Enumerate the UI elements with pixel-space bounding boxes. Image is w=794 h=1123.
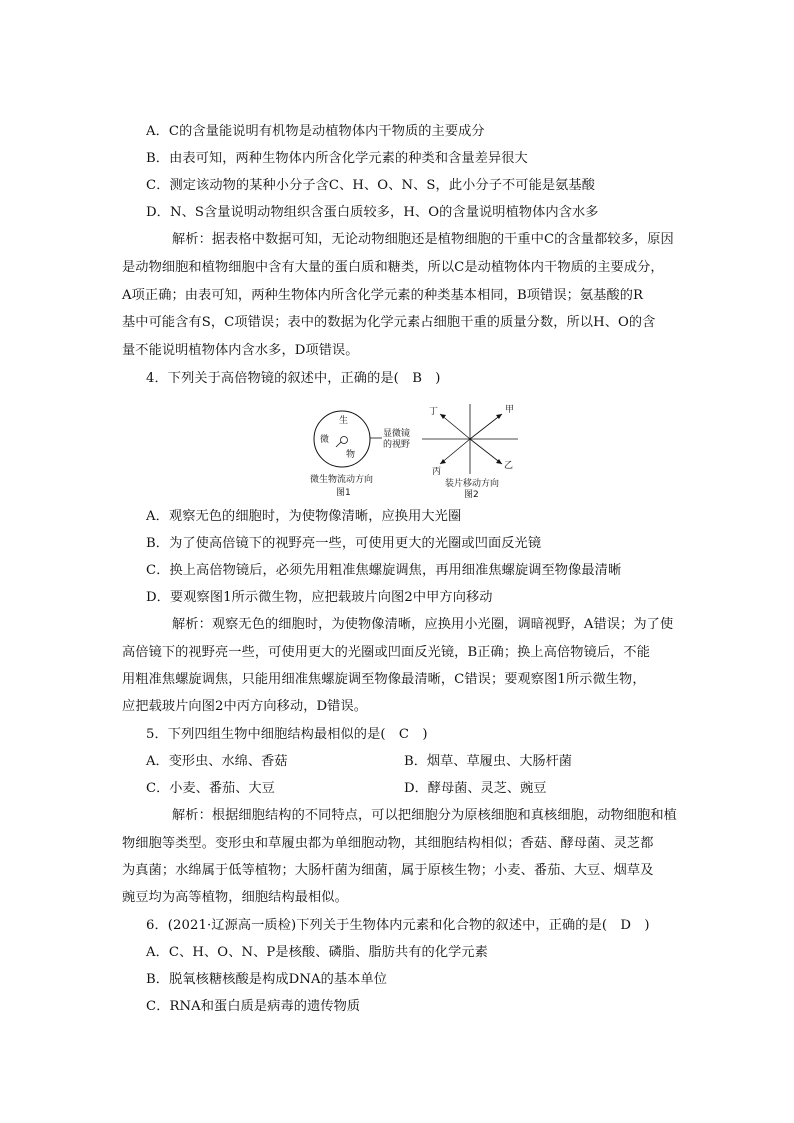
fig1-char-sheng: 生: [339, 416, 349, 426]
q5-analysis-line-2: 物细胞等类型。变形虫和草履虫都为单细胞动物，其细胞结构相似；香菇、酵母菌、灵芝都: [122, 836, 654, 851]
fig1-label-view-2: 的视野: [383, 440, 411, 450]
q4-stem: 4．下列关于高倍物镜的叙述中，正确的是( B ): [146, 371, 441, 386]
q5-analysis-line-3: 为真菌；水绵属于低等植物；大肠杆菌为细菌，属于原核生物；小麦、番茄、大豆、烟草及: [122, 863, 654, 878]
q6-option-b: B．脱氧核糖核酸是构成DNA的基本单位: [146, 972, 388, 987]
fig2-arrow-ding: [440, 414, 470, 439]
fig2-number: 图2: [464, 490, 479, 500]
fig1-number: 图1: [336, 488, 351, 498]
q4-option-b: B．为了使高倍镜下的视野亮一些，可使用更大的光圈或凹面反光镜: [146, 536, 542, 551]
q4-analysis-line-1: 解析：观察无色的细胞时，为使物像清晰，应换用小光圈，调暗视野，A错误；为了使: [172, 617, 674, 632]
q3-option-a: A．C的含量能说明有机物是动植物体内干物质的主要成分: [146, 124, 485, 139]
q3-option-b: B．由表可知，两种生物体内所含化学元素的种类和含量差异很大: [146, 151, 528, 166]
q5-analysis-line-1: 解析：根据细胞结构的不同特点，可以把细胞分为原核细胞和真核细胞，动物细胞和植: [172, 808, 677, 823]
fig2-arrow-yi: [470, 439, 502, 464]
fig2-label-ding: 丁: [429, 407, 439, 417]
q4-analysis-line-4: 应把载玻片向图2中丙方向移动，D错误。: [122, 699, 368, 714]
fig1-label-view-1: 显微镜: [383, 429, 411, 439]
q5-stem: 5．下列四组生物中细胞结构最相似的是( C ): [146, 727, 428, 742]
q4-option-c: C．换上高倍物镜后，必须先用粗准焦螺旋调焦，再用细准焦螺旋调至物像最清晰: [146, 563, 622, 578]
q5-option-a: A．变形虫、水绵、香菇: [146, 754, 288, 769]
q4-analysis-line-2: 高倍镜下的视野亮一些，可使用更大的光圈或凹面反光镜，B正确；换上高倍物镜后，不能: [122, 645, 650, 660]
q5-option-d: D．酵母菌、灵芝、豌豆: [404, 781, 547, 796]
fig1-char-wu: 物: [346, 450, 356, 460]
q6-option-c: C．RNA和蛋白质是病毒的遗传物质: [146, 999, 361, 1014]
q5-options-row-2: [146, 779, 661, 799]
fig2-label-yi: 乙: [504, 461, 514, 471]
q3-analysis-line-1: 解析：据表格中数据可知，无论动物细胞还是植物细胞的干重中C的含量都较多，原因: [172, 232, 674, 247]
fig2-arrow-jia: [470, 414, 502, 439]
q4-analysis-line-3: 用粗准焦螺旋调焦，只能用细准焦螺旋调至物像最清晰，C错误；要观察图1所示微生物，: [122, 672, 646, 687]
fig2-label-bing: 丙: [432, 467, 442, 477]
q5-option-c: C．小麦、番茄、大豆: [146, 781, 275, 796]
fig1-char-wei: 微: [320, 435, 330, 445]
q3-analysis-line-5: 量不能说明植物体内含水多，D项错误。: [122, 343, 359, 358]
q6-option-a: A．C、H、O、N、P是核酸、磷脂、脂肪共有的化学元素: [146, 945, 488, 960]
q5-analysis-line-4: 豌豆均为高等植物，细胞结构最相似。: [122, 890, 348, 905]
q3-analysis-line-2: 是动物细胞和植物细胞中含有大量的蛋白质和糖类，所以C是动植物体内干物质的主要成分，: [122, 260, 664, 275]
q3-analysis-line-4: 基中可能含有S，C项错误；表中的数据为化学元素占细胞干重的质量分数，所以H、O的含: [122, 315, 656, 330]
q4-figure: [300, 400, 530, 500]
q4-option-d: D．要观察图1所示微生物，应把载玻片向图2中甲方向移动: [146, 590, 493, 605]
flow-direction-arrow: [336, 442, 341, 447]
fig1-caption: 微生物流动方向: [310, 475, 374, 485]
fig2-caption: 装片移动方向: [445, 479, 500, 489]
q3-option-c: C．测定该动物的某种小分子含C、H、O、N、S，此小分子不可能是氨基酸: [146, 178, 596, 193]
q4-option-a: A．观察无色的细胞时，为使物像清晰，应换用大光圈: [146, 509, 462, 524]
fig2-arrow-bing: [440, 439, 470, 464]
q5-options-row-1: [146, 752, 661, 772]
q3-analysis-line-3: A项正确；由表可知，两种生物体内所含化学元素的种类基本相同，B项错误；氨基酸的R: [122, 288, 644, 303]
q5-option-b: B．烟草、草履虫、大肠杆菌: [404, 754, 572, 769]
microorganism-dot: [341, 437, 348, 444]
q3-option-d: D．N、S含量说明动物组织含蛋白质较多，H、O的含量说明植物体内含水多: [146, 205, 599, 220]
q6-stem: 6．(2021·辽源高一质检)下列关于生物体内元素和化合物的叙述中，正确的是( D ): [146, 918, 650, 933]
fig2-label-jia: 甲: [505, 405, 515, 415]
